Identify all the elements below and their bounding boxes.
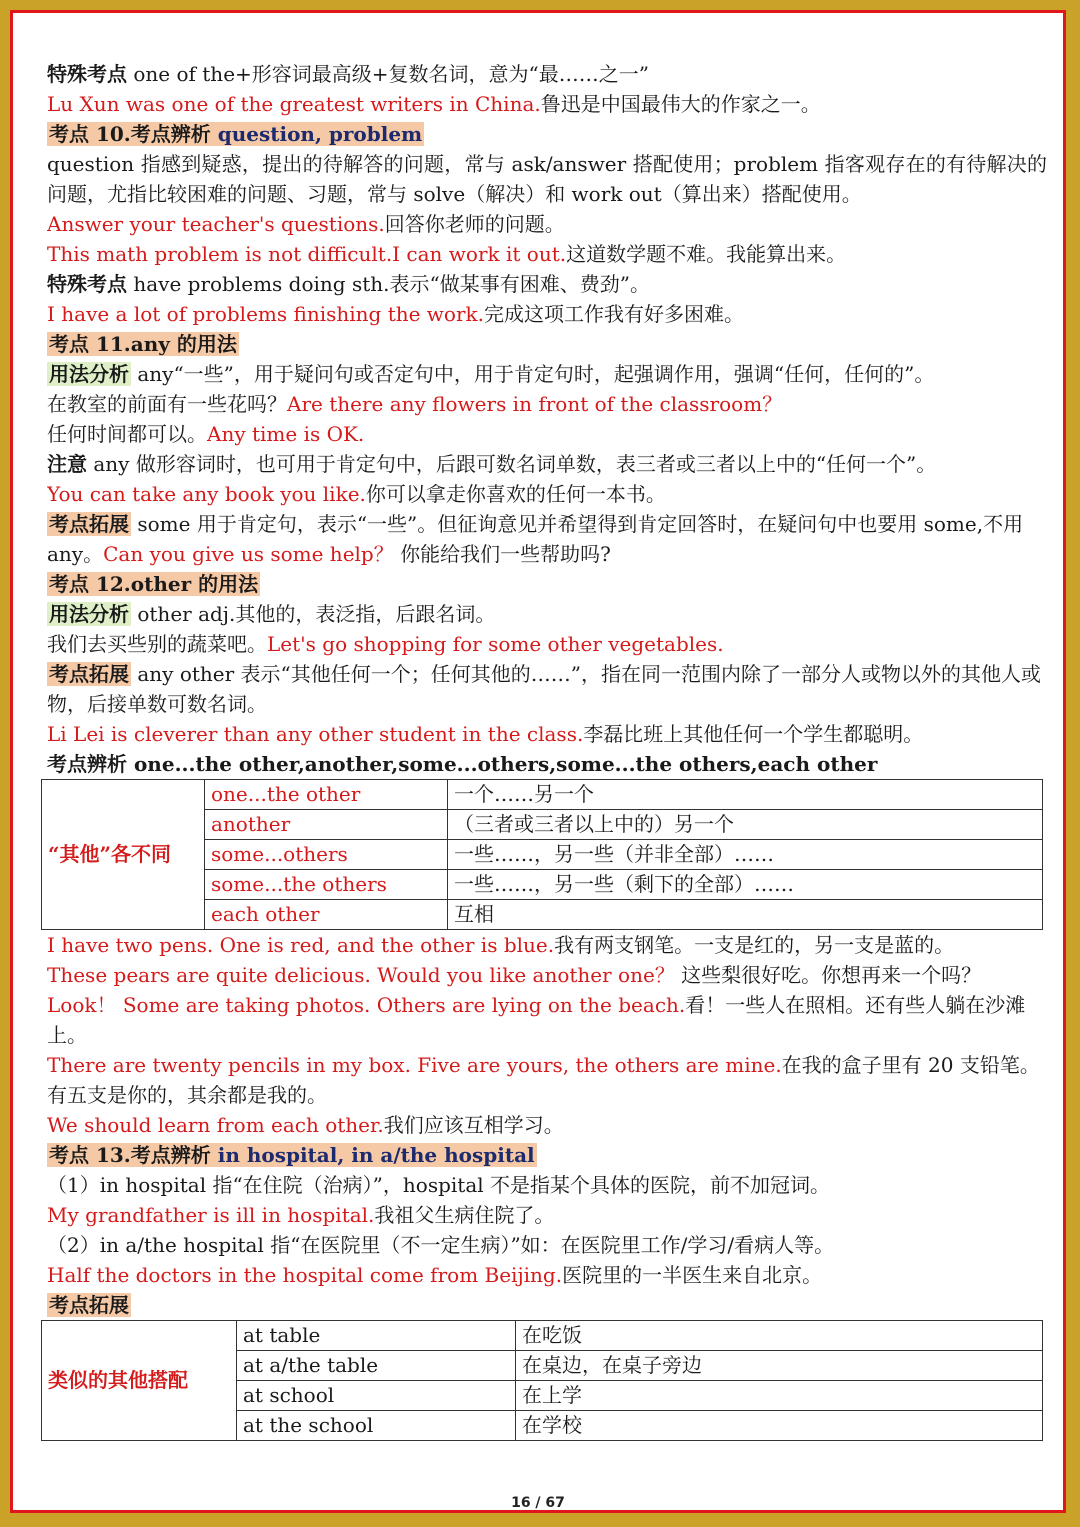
example-line: I have two pens. One is red, and the other is blue.我有两支钢笔。一支是红的，另一支是蓝的。 [47,933,955,957]
section-heading-12: 考点 12.other 的用法 [49,572,259,596]
text-line: 注意 any 做形容词时，也可用于肯定句中，后跟可数名词单数，表三者或三者以上中的“任何一个”。 [47,452,937,476]
example-line: Li Lei is cleverer than any other student in the class.李磊比班上其他任何一个学生都聪明。 [47,722,924,746]
paragraph-10: question 指感到疑惑，提出的待解答的问题，常与 ask/answer 搭配使用；problem 指客观存在的有待解决的问题，尤指比较困难的问题、习题，常与 solve（解决）和 work out（算出来）搭配使用。 [47,152,1047,206]
example-line: We should learn from each other.我们应该互相学习。 [47,1113,564,1137]
table-cell: 一些……，另一些（并非全部）…… [448,840,1043,870]
text-line: 用法分析 any“一些”，用于疑问句或否定句中，用于肯定句时，起强调作用，强调“任何，任何的”。 [49,362,935,386]
text-line: 特殊考点 one of the+形容词最高级+复数名词，意为“最……之一” [47,62,649,86]
table-lead-cell: “其他”各不同 [42,780,205,930]
document-body [47,59,1047,1441]
example-line: This math problem is not difficult.I can work it out.这道数学题不难。我能算出来。 [47,242,847,266]
example-line: 在教室的前面有一些花吗？Are there any flowers in front of the classroom？ [47,392,783,416]
example-line: These pears are quite delicious. Would you like another one？ 这些梨很好吃。你想再来一个吗？ [47,963,982,987]
table-cell: 一个……另一个 [448,780,1043,810]
example-line: My grandfather is ill in hospital.我祖父生病住院了。 [47,1203,555,1227]
text-line: 考点拓展 some 用于肯定句，表示“一些”。但征询意见并希望得到肯定回答时，在疑问句中也要用 some,不用 any。Can you give us some help？ 你能给我们一些帮助吗? [47,512,1024,566]
table-cell: （三者或三者以上中的）另一个 [448,810,1043,840]
example-line: There are twenty pencils in my box. Five are yours, the others are mine.在我的盒子里有 20 支铅笔。有五支是你的，其余都是我的。 [47,1053,1040,1107]
table-cell: at table [237,1321,516,1351]
example-line: I have a lot of problems finishing the work.完成这项工作我有好多困难。 [47,302,745,326]
table-cell: at the school [237,1411,516,1441]
table-cell: 在学校 [516,1411,1043,1441]
page-frame [10,10,1066,1513]
table-cell: each other [205,900,448,930]
table-cell: 在桌边，在桌子旁边 [516,1351,1043,1381]
example-line: Look！ Some are taking photos. Others are lying on the beach.看！一些人在照相。还有些人躺在沙滩上。 [47,993,1026,1047]
table-cell: some...the others [205,870,448,900]
text-line: 考点拓展 any other 表示“其他任何一个；任何其他的……”，指在同一范围内除了一部分人或物以外的其他人或物，后接单数可数名词。 [47,662,1041,716]
table-cell: 在吃饭 [516,1321,1043,1351]
example-line: 任何时间都可以。Any time is OK. [47,422,365,446]
table-cell: 互相 [448,900,1043,930]
table-cell: another [205,810,448,840]
page-number: 16 / 67 [511,1495,565,1511]
label-special: 特殊考点 [47,62,127,86]
table-cell: one...the other [205,780,448,810]
example-line: Half the doctors in the hospital come from Beijing.医院里的一半医生来自北京。 [47,1263,823,1287]
example-line: Lu Xun was one of the greatest writers in China.鲁迅是中国最伟大的作家之一。 [47,92,821,116]
table-lead-cell: 类似的其他搭配 [42,1321,237,1441]
text-line: （1）in hospital 指“在住院（治病）”，hospital 不是指某个具体的医院，前不加冠词。 [47,1173,831,1197]
collocation-table [41,1320,1043,1441]
table-cell: some...others [205,840,448,870]
example-line: You can take any book you like.你可以拿走你喜欢的任何一本书。 [47,482,666,506]
section-heading-11: 考点 11.any 的用法 [49,332,237,356]
text-line: 用法分析 other adj.其他的，表泛指，后跟名词。 [49,602,496,626]
other-usage-table [41,779,1043,930]
table-cell: 在上学 [516,1381,1043,1411]
table-cell: at school [237,1381,516,1411]
subheading: 考点辨析 one...the other,another,some...others,some...the others,each other [47,752,878,776]
example-line: Answer your teacher's questions.回答你老师的问题。 [47,212,565,236]
text-line: 特殊考点 have problems doing sth.表示“做某事有困难、费劲”。 [47,272,650,296]
section-heading-ext: 考点拓展 [49,1293,129,1317]
table-cell: 一些……，另一些（剩下的全部）…… [448,870,1043,900]
table-cell: at a/the table [237,1351,516,1381]
text-line: （2）in a/the hospital 指“在医院里（不一定生病）”如：在医院里工作/学习/看病人等。 [47,1233,835,1257]
example-line: 我们去买些别的蔬菜吧。Let's go shopping for some other vegetables. [47,632,724,656]
section-heading-10: 考点 10.考点辨析 question, problem [49,122,423,146]
section-heading-13: 考点 13.考点辨析 in hospital, in a/the hospital [49,1143,535,1167]
